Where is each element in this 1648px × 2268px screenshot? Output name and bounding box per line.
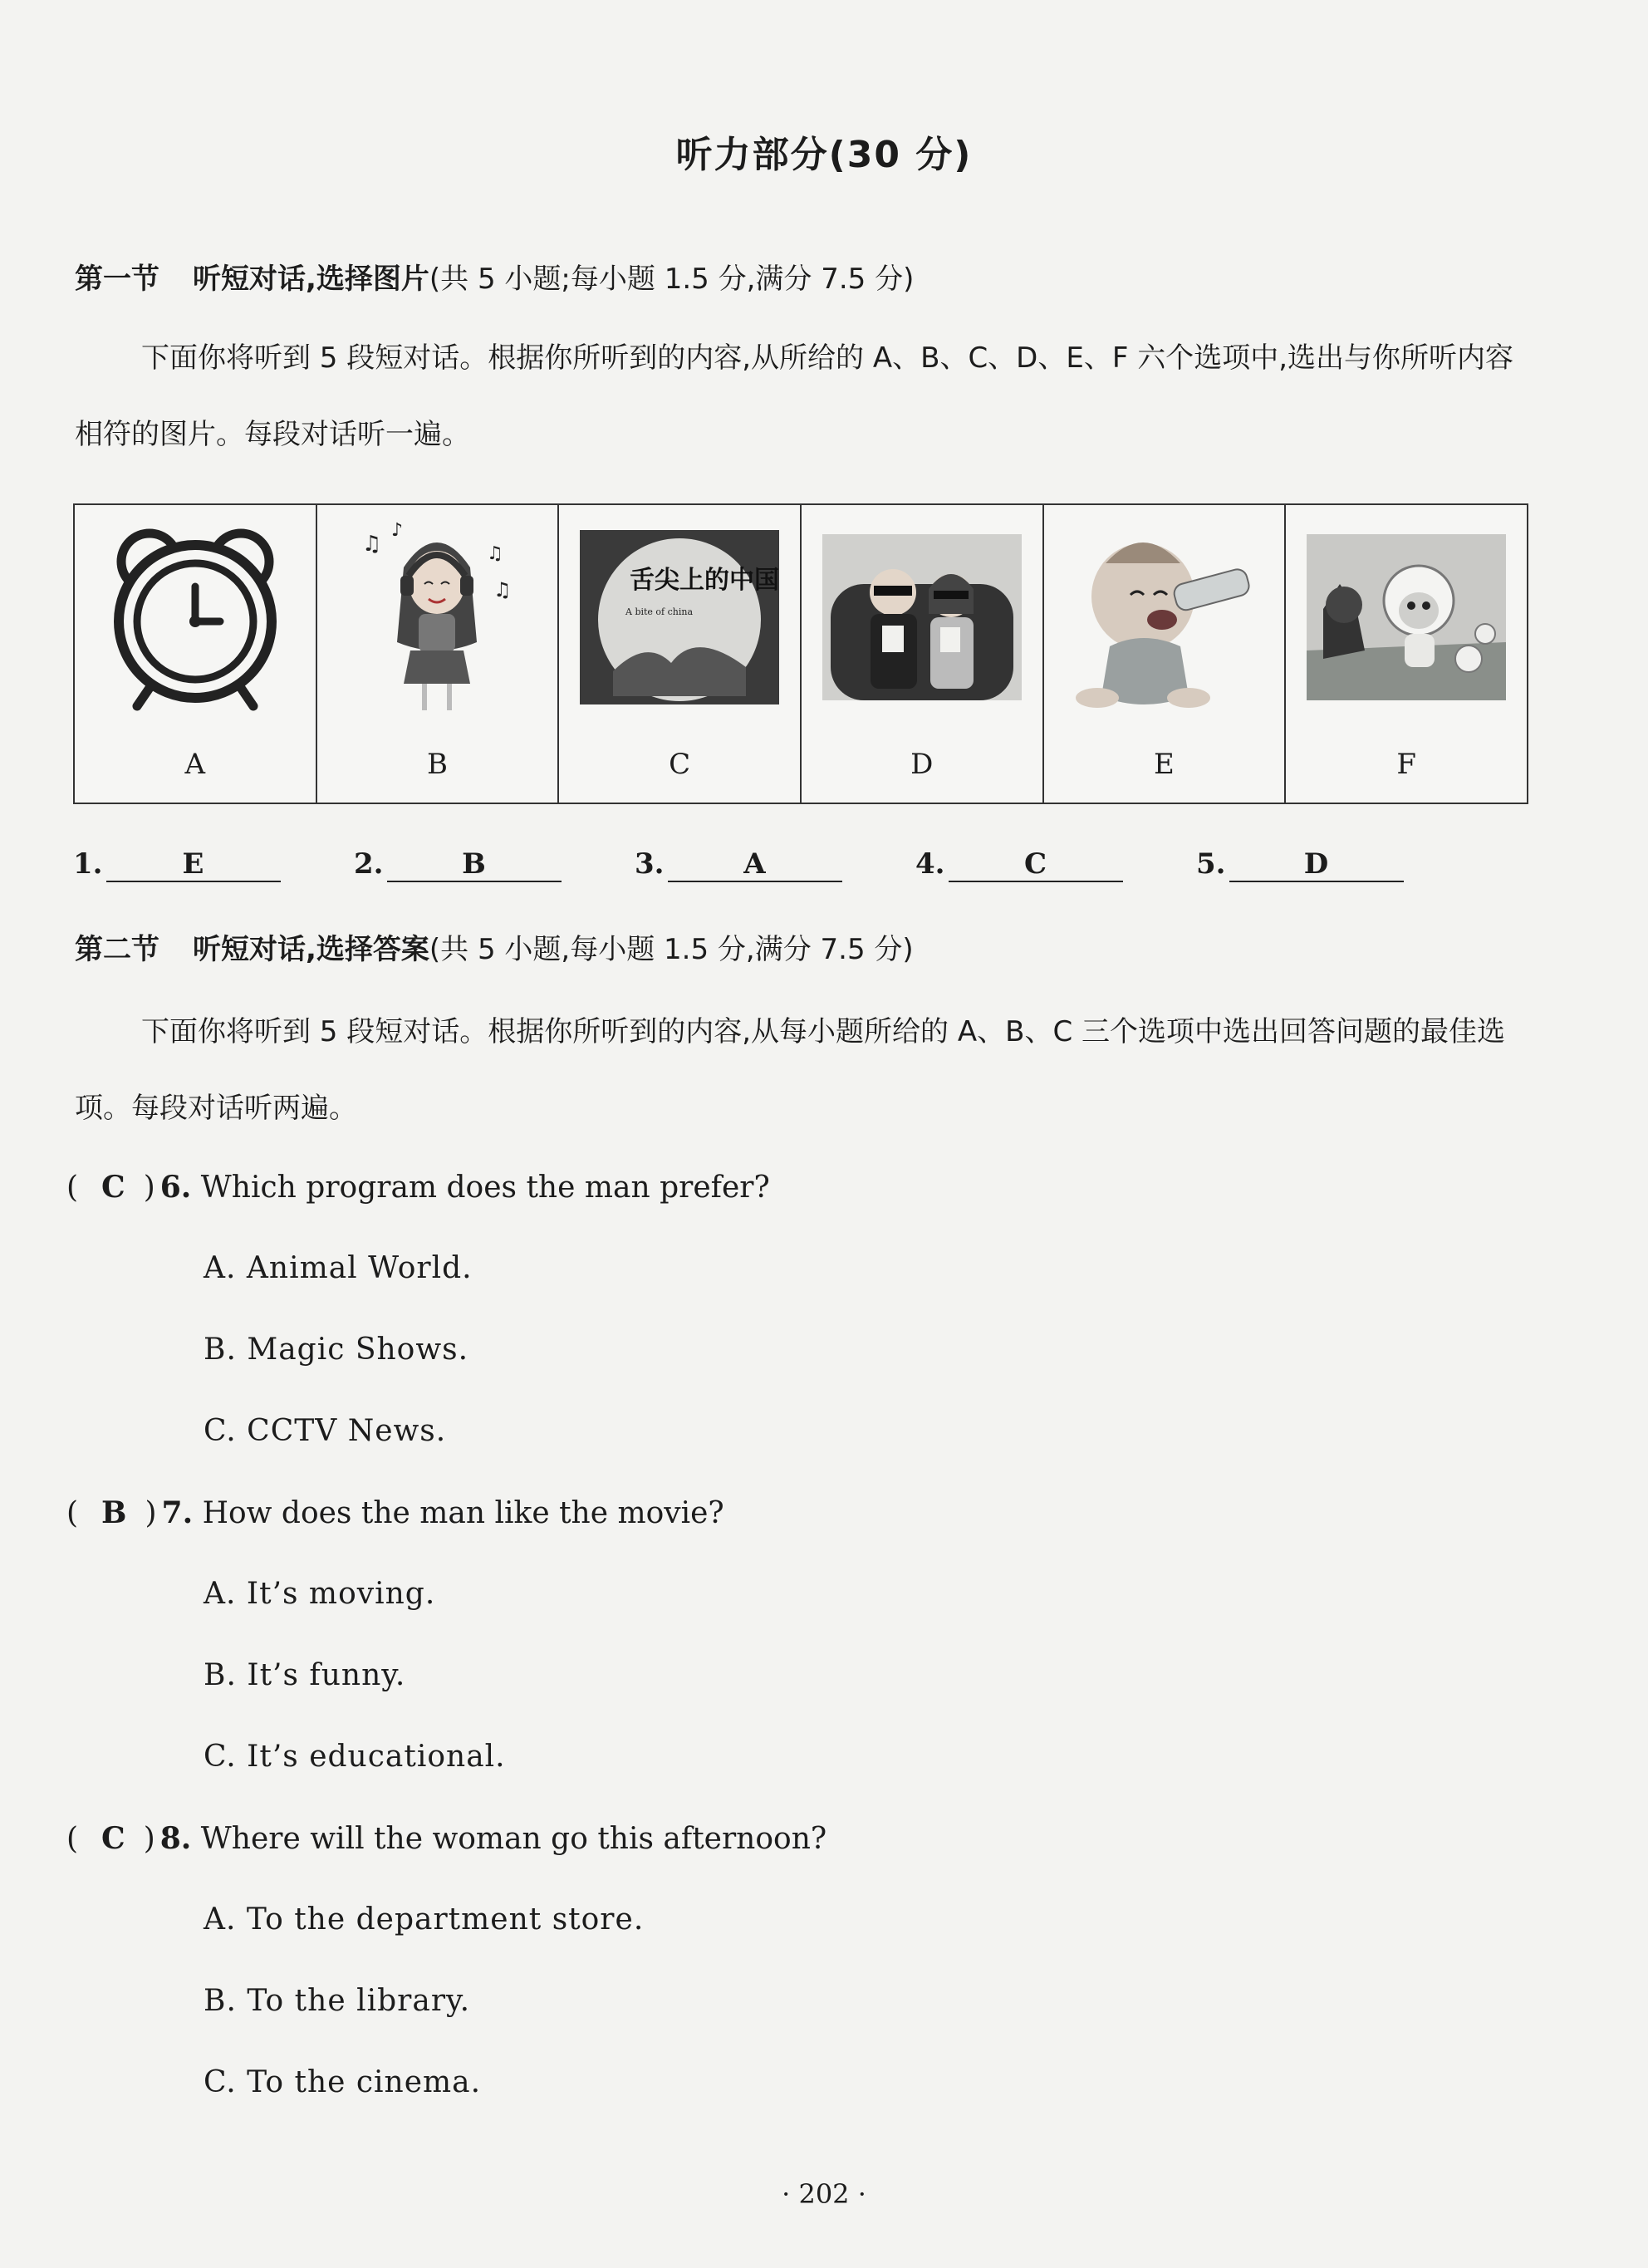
svg-text:♪: ♪ <box>391 520 404 541</box>
documentary-cover-icon <box>580 530 779 704</box>
svg-text:♫: ♫ <box>362 532 382 557</box>
question-6-answer: C <box>101 1170 125 1205</box>
cover-title: 舌尖上的中国 <box>630 566 780 595</box>
picture-cell-d <box>801 504 1043 803</box>
page-title: 听力部分(30 分) <box>675 134 973 176</box>
picture-label-d: D <box>910 748 934 781</box>
alarm-clock-icon <box>104 522 287 713</box>
section1-label: 第一节 <box>75 263 159 296</box>
answer-3: 3. A <box>635 847 842 882</box>
section2-detail: (共 5 小题,每小题 1.5 分,满分 7.5 分) <box>429 933 914 966</box>
answer-1-value: E <box>106 847 281 882</box>
picture-cell-e <box>1043 504 1286 803</box>
question-8-answer: C <box>101 1821 125 1856</box>
section1-heading <box>75 256 914 297</box>
question-6-option-a: A. Animal World. <box>204 1251 473 1285</box>
picture-label-c: C <box>669 748 691 781</box>
question-6-option-b: B. Magic Shows. <box>204 1333 469 1367</box>
section1-detail: (共 5 小题;每小题 1.5 分,满分 7.5 分) <box>429 263 915 296</box>
question-8-option-b: B. To the library. <box>204 1984 471 2018</box>
question-6-text: Which program does the man prefer? <box>200 1171 770 1205</box>
question-7-option-b: B. It’s funny. <box>204 1658 406 1692</box>
question-7-answer: B <box>101 1495 127 1530</box>
question-7: ( B ) 7. How does the man like the movie? <box>66 1495 724 1530</box>
question-8-option-c: C. To the cinema. <box>204 2065 482 2099</box>
question-8: ( C ) 8. Where will the woman go this afternoon? <box>66 1821 827 1856</box>
question-7-option-a: A. It’s moving. <box>204 1577 436 1611</box>
picture-cell-f <box>1285 504 1528 803</box>
cover-subtitle: A bite of china <box>625 606 694 617</box>
section1-name: 听短对话,选择图片 <box>193 263 429 296</box>
picture-cell-b <box>316 504 559 803</box>
picture-cell-a <box>74 504 316 803</box>
girl-with-headphones-icon <box>346 518 528 717</box>
question-7-option-c: C. It’s educational. <box>204 1740 506 1774</box>
answer-4-value: C <box>949 847 1123 882</box>
answer-4: 4. C <box>915 847 1123 882</box>
question-6-option-c: C. CCTV News. <box>204 1414 447 1448</box>
page-number: · 202 · <box>782 2178 866 2210</box>
baby-drinking-bottle-icon <box>1064 522 1263 713</box>
section2-label: 第二节 <box>75 933 159 966</box>
question-8-option-a: A. To the department store. <box>204 1902 645 1937</box>
section1-instructions: 下面你将听到 5 段短对话。根据你所听到的内容,从所给的 A、B、C、D、E、F 六个选项中,选出与你所听内容相符的图片。每段对话听一遍。 <box>75 341 1514 451</box>
question-6: ( C ) 6. Which program does the man prefer? <box>66 1170 770 1205</box>
section2-heading <box>75 926 914 967</box>
cartoon-sheep-icon <box>1307 534 1506 700</box>
question-8-text: Where will the woman go this afternoon? <box>200 1822 827 1856</box>
answer-5-value: D <box>1229 847 1404 882</box>
question-7-text: How does the man like the movie? <box>202 1496 724 1530</box>
couple-watching-movie-icon <box>822 534 1022 700</box>
svg-text:♫: ♫ <box>487 543 504 564</box>
section2-name: 听短对话,选择答案 <box>193 933 429 966</box>
picture-label-a: A <box>184 748 206 781</box>
picture-label-e: E <box>1154 748 1175 781</box>
question-7-number: 7. <box>161 1495 194 1530</box>
answer-2-value: B <box>387 847 562 882</box>
section1-answers <box>73 847 1485 897</box>
picture-label-f: F <box>1396 748 1416 781</box>
answer-3-value: A <box>668 847 842 882</box>
answer-1: 1. E <box>73 847 281 882</box>
question-6-number: 6. <box>159 1170 192 1205</box>
picture-label-b: B <box>426 748 448 781</box>
answer-5: 5. D <box>1196 847 1404 882</box>
svg-text:♫: ♫ <box>493 578 512 601</box>
question-8-number: 8. <box>159 1821 192 1856</box>
answer-2: 2. B <box>354 847 562 882</box>
picture-options-table <box>73 503 1528 804</box>
section2-instructions: 下面你将听到 5 段短对话。根据你所听到的内容,从每小题所给的 A、B、C 三个选项中选出回答问题的最佳选项。每段对话听两遍。 <box>75 1015 1505 1125</box>
picture-cell-c <box>558 504 801 803</box>
